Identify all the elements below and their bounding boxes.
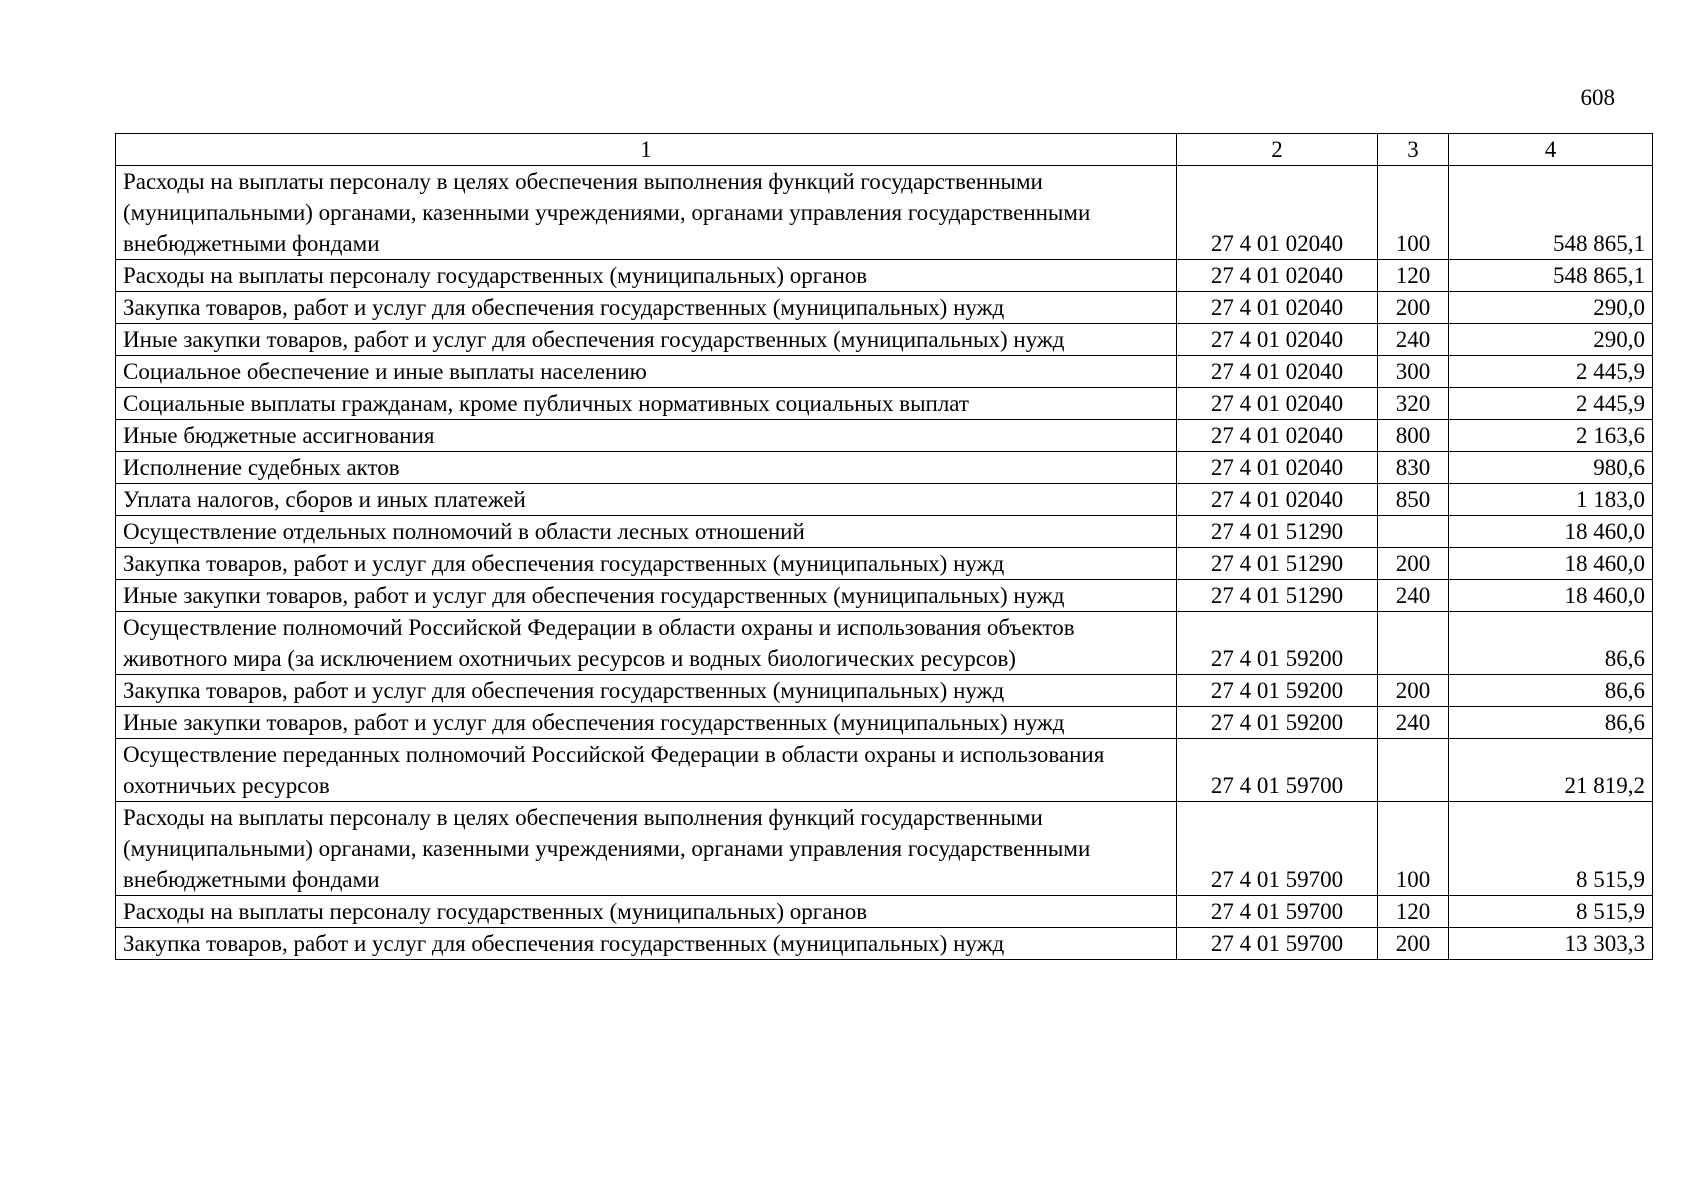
- budget-table: [115, 133, 1653, 960]
- header-col-4: 4: [1449, 134, 1653, 166]
- target-code-cell: 27 4 01 51290: [1177, 516, 1378, 548]
- expense-type-cell: [1378, 739, 1449, 802]
- expense-name-cell: Закупка товаров, работ и услуг для обеспечения государственных (муниципальных) нужд: [116, 928, 1177, 960]
- expense-name-cell: Уплата налогов, сборов и иных платежей: [116, 484, 1177, 516]
- expense-type-cell: 120: [1378, 260, 1449, 292]
- table-row: [116, 484, 1653, 516]
- expense-name-cell: Осуществление отдельных полномочий в области лесных отношений: [116, 516, 1177, 548]
- expense-name-cell: Осуществление переданных полномочий Российской Федерации в области охраны и использования охотничьих ресурсов: [116, 739, 1177, 802]
- expense-type-cell: 240: [1378, 707, 1449, 739]
- expense-type-cell: 850: [1378, 484, 1449, 516]
- amount-cell: 18 460,0: [1449, 516, 1653, 548]
- expense-type-cell: 830: [1378, 452, 1449, 484]
- header-col-1: 1: [116, 134, 1177, 166]
- amount-cell: 21 819,2: [1449, 739, 1653, 802]
- target-code-cell: 27 4 01 51290: [1177, 548, 1378, 580]
- amount-cell: 86,6: [1449, 675, 1653, 707]
- expense-type-cell: 320: [1378, 388, 1449, 420]
- target-code-cell: 27 4 01 59200: [1177, 612, 1378, 675]
- amount-cell: 18 460,0: [1449, 580, 1653, 612]
- table-row: [116, 356, 1653, 388]
- table-row: [116, 260, 1653, 292]
- amount-cell: 1 183,0: [1449, 484, 1653, 516]
- amount-cell: 8 515,9: [1449, 896, 1653, 928]
- table-body: [116, 166, 1653, 960]
- amount-cell: 548 865,1: [1449, 260, 1653, 292]
- table-row: [116, 452, 1653, 484]
- expense-name-cell: Иные закупки товаров, работ и услуг для обеспечения государственных (муниципальных) нужд: [116, 580, 1177, 612]
- table-row: [116, 928, 1653, 960]
- expense-type-cell: 800: [1378, 420, 1449, 452]
- expense-name-cell: Закупка товаров, работ и услуг для обеспечения государственных (муниципальных) нужд: [116, 675, 1177, 707]
- expense-name-cell: Расходы на выплаты персоналу в целях обеспечения выполнения функций государственными (муниципальными) органами, казенными учреждениями, органами управления государственными внебюджетными фондами: [116, 802, 1177, 896]
- table-row: [116, 802, 1653, 896]
- page-number: 608: [1580, 85, 1615, 110]
- target-code-cell: 27 4 01 59700: [1177, 739, 1378, 802]
- target-code-cell: 27 4 01 59700: [1177, 896, 1378, 928]
- expense-type-cell: 300: [1378, 356, 1449, 388]
- target-code-cell: 27 4 01 59700: [1177, 928, 1378, 960]
- target-code-cell: 27 4 01 59200: [1177, 675, 1378, 707]
- amount-cell: 2 445,9: [1449, 388, 1653, 420]
- table-row: [116, 292, 1653, 324]
- table-row: [116, 675, 1653, 707]
- expense-name-cell: Расходы на выплаты персоналу в целях обеспечения выполнения функций государственными (муниципальными) органами, казенными учреждениями, органами управления государственными внебюджетными фондами: [116, 166, 1177, 260]
- table-row: [116, 707, 1653, 739]
- table-row: [116, 516, 1653, 548]
- table-row: [116, 612, 1653, 675]
- table-row: [116, 548, 1653, 580]
- amount-cell: 18 460,0: [1449, 548, 1653, 580]
- expense-type-cell: 200: [1378, 675, 1449, 707]
- expense-name-cell: Иные бюджетные ассигнования: [116, 420, 1177, 452]
- expense-name-cell: Социальные выплаты гражданам, кроме публичных нормативных социальных выплат: [116, 388, 1177, 420]
- amount-cell: 2 445,9: [1449, 356, 1653, 388]
- amount-cell: 13 303,3: [1449, 928, 1653, 960]
- target-code-cell: 27 4 01 02040: [1177, 260, 1378, 292]
- expense-name-cell: Иные закупки товаров, работ и услуг для обеспечения государственных (муниципальных) нужд: [116, 707, 1177, 739]
- amount-cell: 86,6: [1449, 612, 1653, 675]
- header-row: [116, 134, 1653, 166]
- expense-type-cell: [1378, 516, 1449, 548]
- table-row: [116, 739, 1653, 802]
- target-code-cell: 27 4 01 02040: [1177, 420, 1378, 452]
- target-code-cell: 27 4 01 02040: [1177, 452, 1378, 484]
- header-col-3: 3: [1378, 134, 1449, 166]
- amount-cell: 980,6: [1449, 452, 1653, 484]
- target-code-cell: 27 4 01 02040: [1177, 166, 1378, 260]
- expense-type-cell: 120: [1378, 896, 1449, 928]
- expense-type-cell: 240: [1378, 324, 1449, 356]
- table-row: [116, 324, 1653, 356]
- expense-name-cell: Расходы на выплаты персоналу государственных (муниципальных) органов: [116, 260, 1177, 292]
- amount-cell: 548 865,1: [1449, 166, 1653, 260]
- expense-type-cell: [1378, 612, 1449, 675]
- target-code-cell: 27 4 01 02040: [1177, 292, 1378, 324]
- expense-name-cell: Расходы на выплаты персоналу государственных (муниципальных) органов: [116, 896, 1177, 928]
- expense-name-cell: Осуществление полномочий Российской Федерации в области охраны и использования объектов животного мира (за исключением охотничьих ресурсов и водных биологических ресурсов): [116, 612, 1177, 675]
- table-row: [116, 420, 1653, 452]
- expense-name-cell: Закупка товаров, работ и услуг для обеспечения государственных (муниципальных) нужд: [116, 292, 1177, 324]
- target-code-cell: 27 4 01 02040: [1177, 388, 1378, 420]
- table-header: [116, 134, 1653, 166]
- expense-type-cell: 240: [1378, 580, 1449, 612]
- table-row: [116, 388, 1653, 420]
- expense-type-cell: 200: [1378, 292, 1449, 324]
- amount-cell: 2 163,6: [1449, 420, 1653, 452]
- amount-cell: 86,6: [1449, 707, 1653, 739]
- expense-name-cell: Закупка товаров, работ и услуг для обеспечения государственных (муниципальных) нужд: [116, 548, 1177, 580]
- target-code-cell: 27 4 01 51290: [1177, 580, 1378, 612]
- expense-name-cell: Иные закупки товаров, работ и услуг для обеспечения государственных (муниципальных) нужд: [116, 324, 1177, 356]
- target-code-cell: 27 4 01 02040: [1177, 484, 1378, 516]
- expense-name-cell: Исполнение судебных актов: [116, 452, 1177, 484]
- table-row: [116, 580, 1653, 612]
- expense-type-cell: 100: [1378, 166, 1449, 260]
- amount-cell: 290,0: [1449, 324, 1653, 356]
- target-code-cell: 27 4 01 02040: [1177, 324, 1378, 356]
- target-code-cell: 27 4 01 59700: [1177, 802, 1378, 896]
- target-code-cell: 27 4 01 59200: [1177, 707, 1378, 739]
- expense-type-cell: 100: [1378, 802, 1449, 896]
- amount-cell: 8 515,9: [1449, 802, 1653, 896]
- table-row: [116, 896, 1653, 928]
- expense-type-cell: 200: [1378, 548, 1449, 580]
- table-row: [116, 166, 1653, 260]
- expense-type-cell: 200: [1378, 928, 1449, 960]
- target-code-cell: 27 4 01 02040: [1177, 356, 1378, 388]
- header-col-2: 2: [1177, 134, 1378, 166]
- expense-name-cell: Социальное обеспечение и иные выплаты населению: [116, 356, 1177, 388]
- amount-cell: 290,0: [1449, 292, 1653, 324]
